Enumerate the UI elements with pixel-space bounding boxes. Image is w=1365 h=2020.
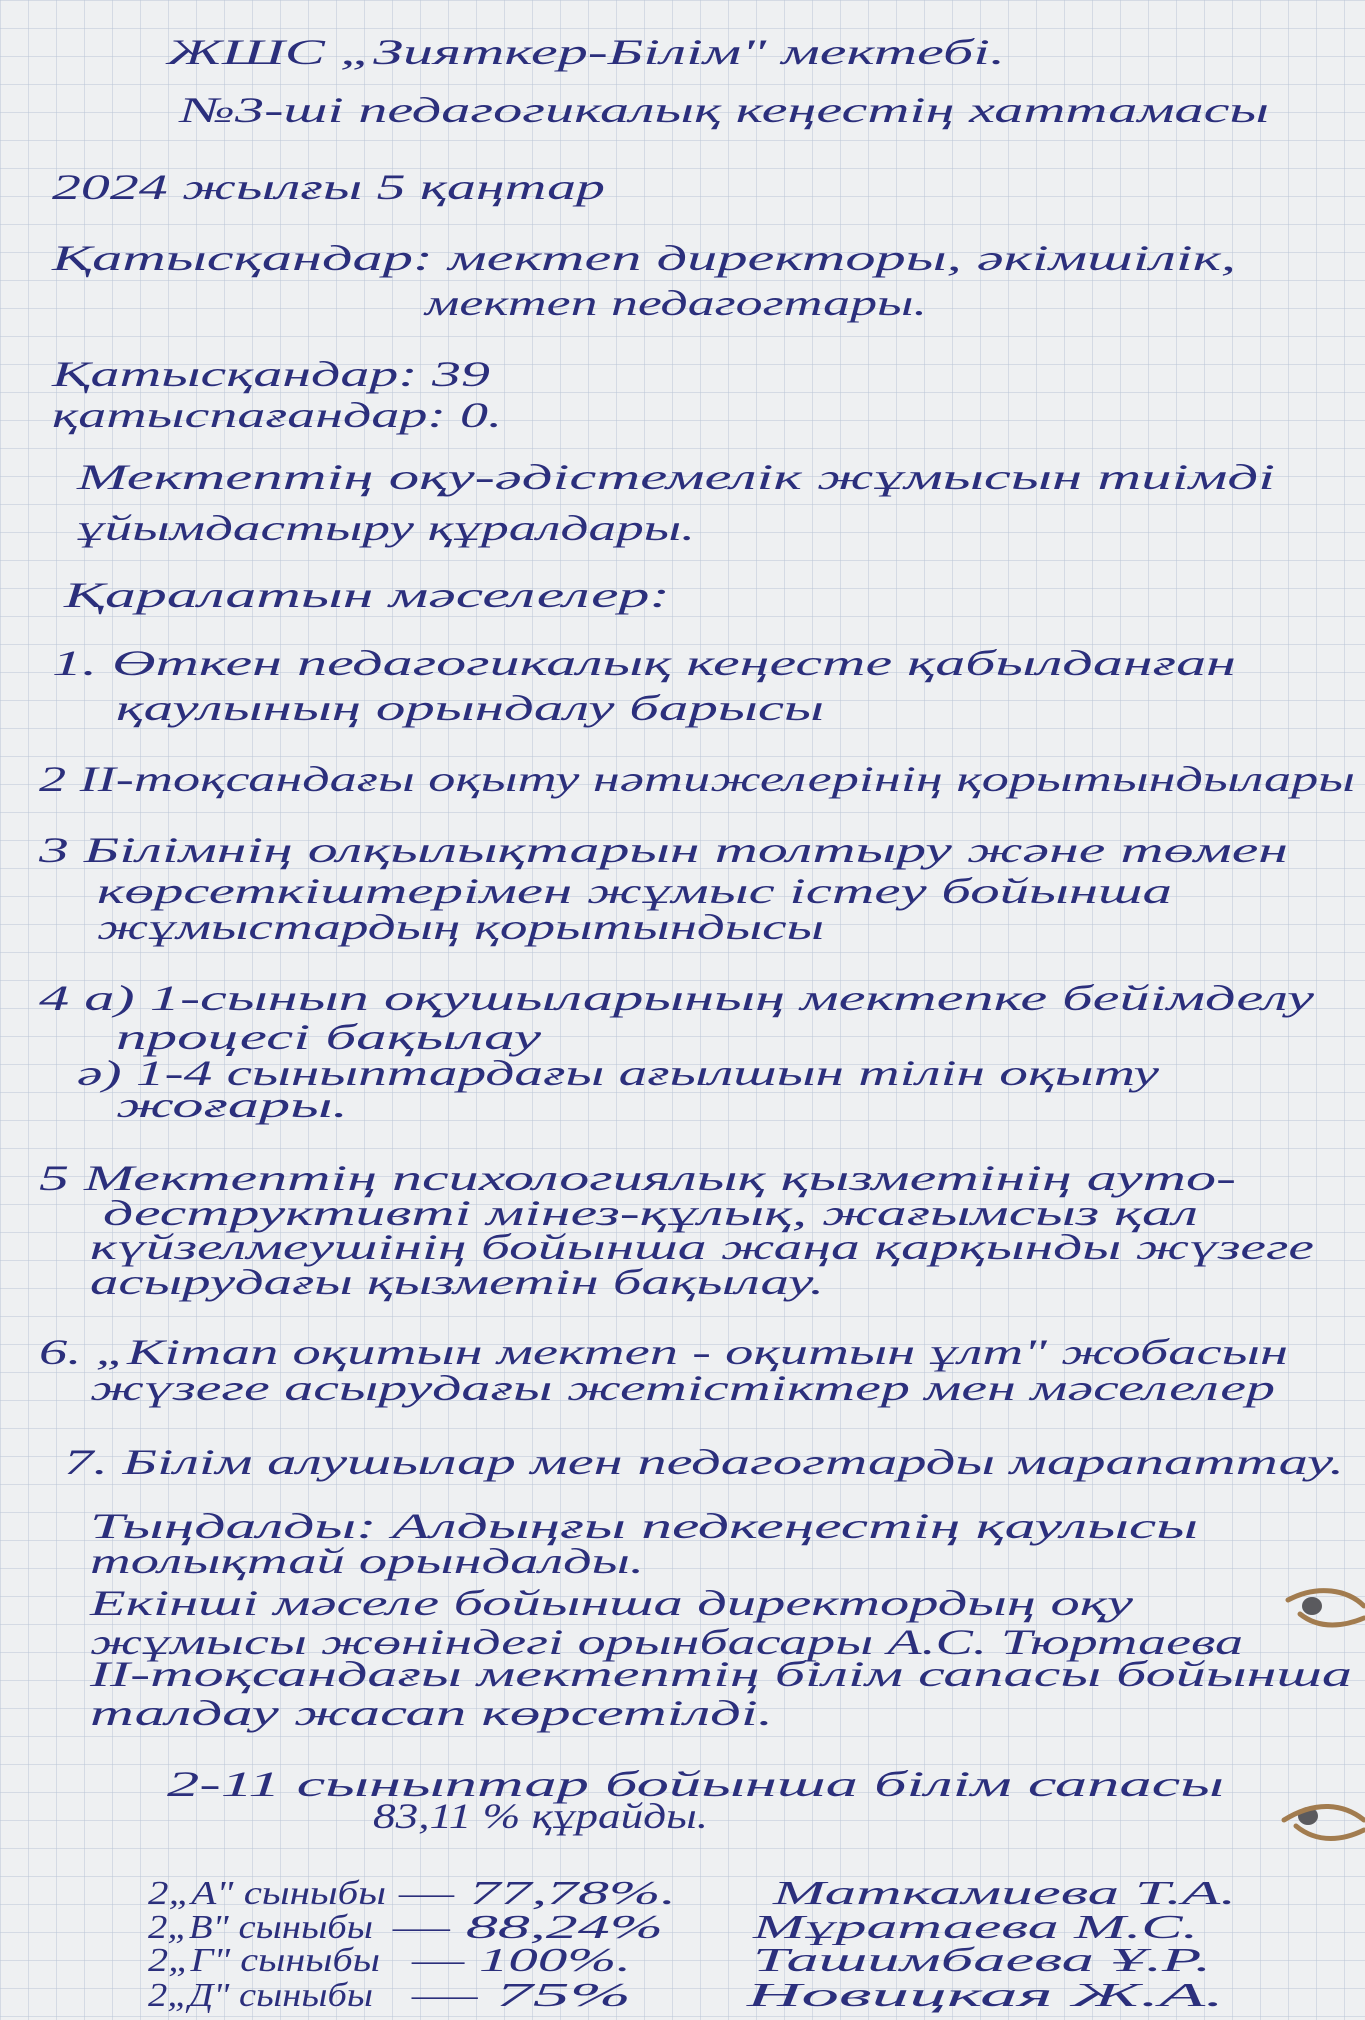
teacher-name: Маткамиева Т.А. xyxy=(771,1875,1236,1912)
topic-line: Мектептің оқу-әдістемелік жұмысын тиімді xyxy=(75,457,1275,497)
heard-line: жұмысы жөніндегі орынбасары А.С. Тюртаева xyxy=(90,1622,1243,1662)
agenda-item-line: 3 Білімнің олқылықтарын толтыру және төмен xyxy=(37,830,1288,870)
agenda-item-line: 2 ІІ-тоқсандағы оқыту нәтижелерінің қорытындылары xyxy=(39,759,1355,799)
protocol-date: 2024 жылғы 5 қаңтар xyxy=(52,167,605,207)
agenda-item-line: деструктивті мінез-құлық, жағымсыз қал xyxy=(103,1193,1198,1233)
quality-line: 2-11 сыныптар бойынша білім сапасы xyxy=(167,1764,1224,1804)
heard-line: Тыңдалды: Алдыңғы педкеңестің қаулысы xyxy=(90,1506,1198,1546)
class-label: 2„Д" сыныбы xyxy=(148,1977,373,2014)
agenda-item-line: жоғары. xyxy=(116,1085,348,1125)
binding-hole xyxy=(1302,1597,1322,1615)
attendees-line: Қатысқандар: мектеп директоры, әкімшілік, xyxy=(50,238,1236,278)
agenda-item-line: 6. „Кітап оқитын мектеп - оқитын ұлт" жобасын xyxy=(39,1332,1288,1372)
class-percent: — 75% xyxy=(409,1977,631,2014)
heard-line: толықтай орындалды. xyxy=(90,1541,644,1581)
topic-line: ұйымдастыру құралдары. xyxy=(77,508,695,548)
agenda-item-line: 7. Білім алушылар мен педагогтарды марапаттау. xyxy=(64,1442,1344,1482)
absent-count: қатыспағандар: 0. xyxy=(52,395,502,435)
class-label: 2„А" сыныбы xyxy=(148,1875,386,1912)
class-label: 2„В" сыныбы xyxy=(148,1909,373,1946)
agenda-item-line: ә) 1-4 сыныптардағы ағылшын тілін оқыту xyxy=(77,1053,1160,1093)
protocol-title: №3-ші педагогикалық кеңестің хаттамасы xyxy=(176,90,1269,130)
teacher-name: Мұратаева М.С. xyxy=(751,1909,1198,1946)
heard-line: талдау жасап көрсетілді. xyxy=(90,1693,773,1733)
teacher-name: Новицкая Ж.А. xyxy=(744,1977,1224,2014)
agenda-item-line: қаулының орындалу барысы xyxy=(116,688,824,728)
agenda-item-line: жүзеге асырудағы жетістіктер мен мәселелер xyxy=(90,1368,1275,1408)
quality-percent: 83,11 % құрайды. xyxy=(373,1796,708,1836)
teacher-name: Ташимбаева Ұ.Р. xyxy=(753,1942,1211,1979)
class-label: 2„Г" сыныбы xyxy=(148,1942,380,1979)
agenda-item-line: жұмыстардың қорытындысы xyxy=(97,907,824,947)
agenda-item-line: процесі бақылау xyxy=(116,1017,542,1057)
agenda-item-line: көрсеткіштерімен жұмыс істеу бойынша xyxy=(97,871,1172,911)
agenda-item-line: күйзелмеушінің бойынша жаңа қарқынды жүзеге xyxy=(90,1227,1315,1267)
class-percent: — 100%. xyxy=(410,1942,631,1979)
agenda-item-line: асырудағы қызметін бақылау. xyxy=(90,1262,824,1302)
attendees-line: мектеп педагогтары. xyxy=(422,283,927,323)
heard-line: ІІ-тоқсандағы мектептің білім сапасы бойынша xyxy=(88,1654,1353,1694)
agenda-item-line: 5 Мектептің психологиялық қызметінің ауто- xyxy=(39,1158,1236,1198)
heard-line: Екінші мәселе бойынша директордың оқу xyxy=(88,1583,1134,1623)
agenda-item-line: 1. Өткен педагогикалық кеңесте қабылданған xyxy=(52,643,1236,683)
school-name: ЖШС „Зияткер-Білім" мектебі. xyxy=(165,32,1005,72)
class-percent: — 88,24% xyxy=(391,1909,663,1946)
agenda-heading: Қаралатын мәселелер: xyxy=(62,575,671,615)
present-count: Қатысқандар: 39 xyxy=(50,354,491,394)
class-percent: — 77,78%. xyxy=(397,1875,676,1912)
agenda-item-line: 4 а) 1-сынып оқушыларының мектепке бейімделу xyxy=(39,978,1315,1018)
